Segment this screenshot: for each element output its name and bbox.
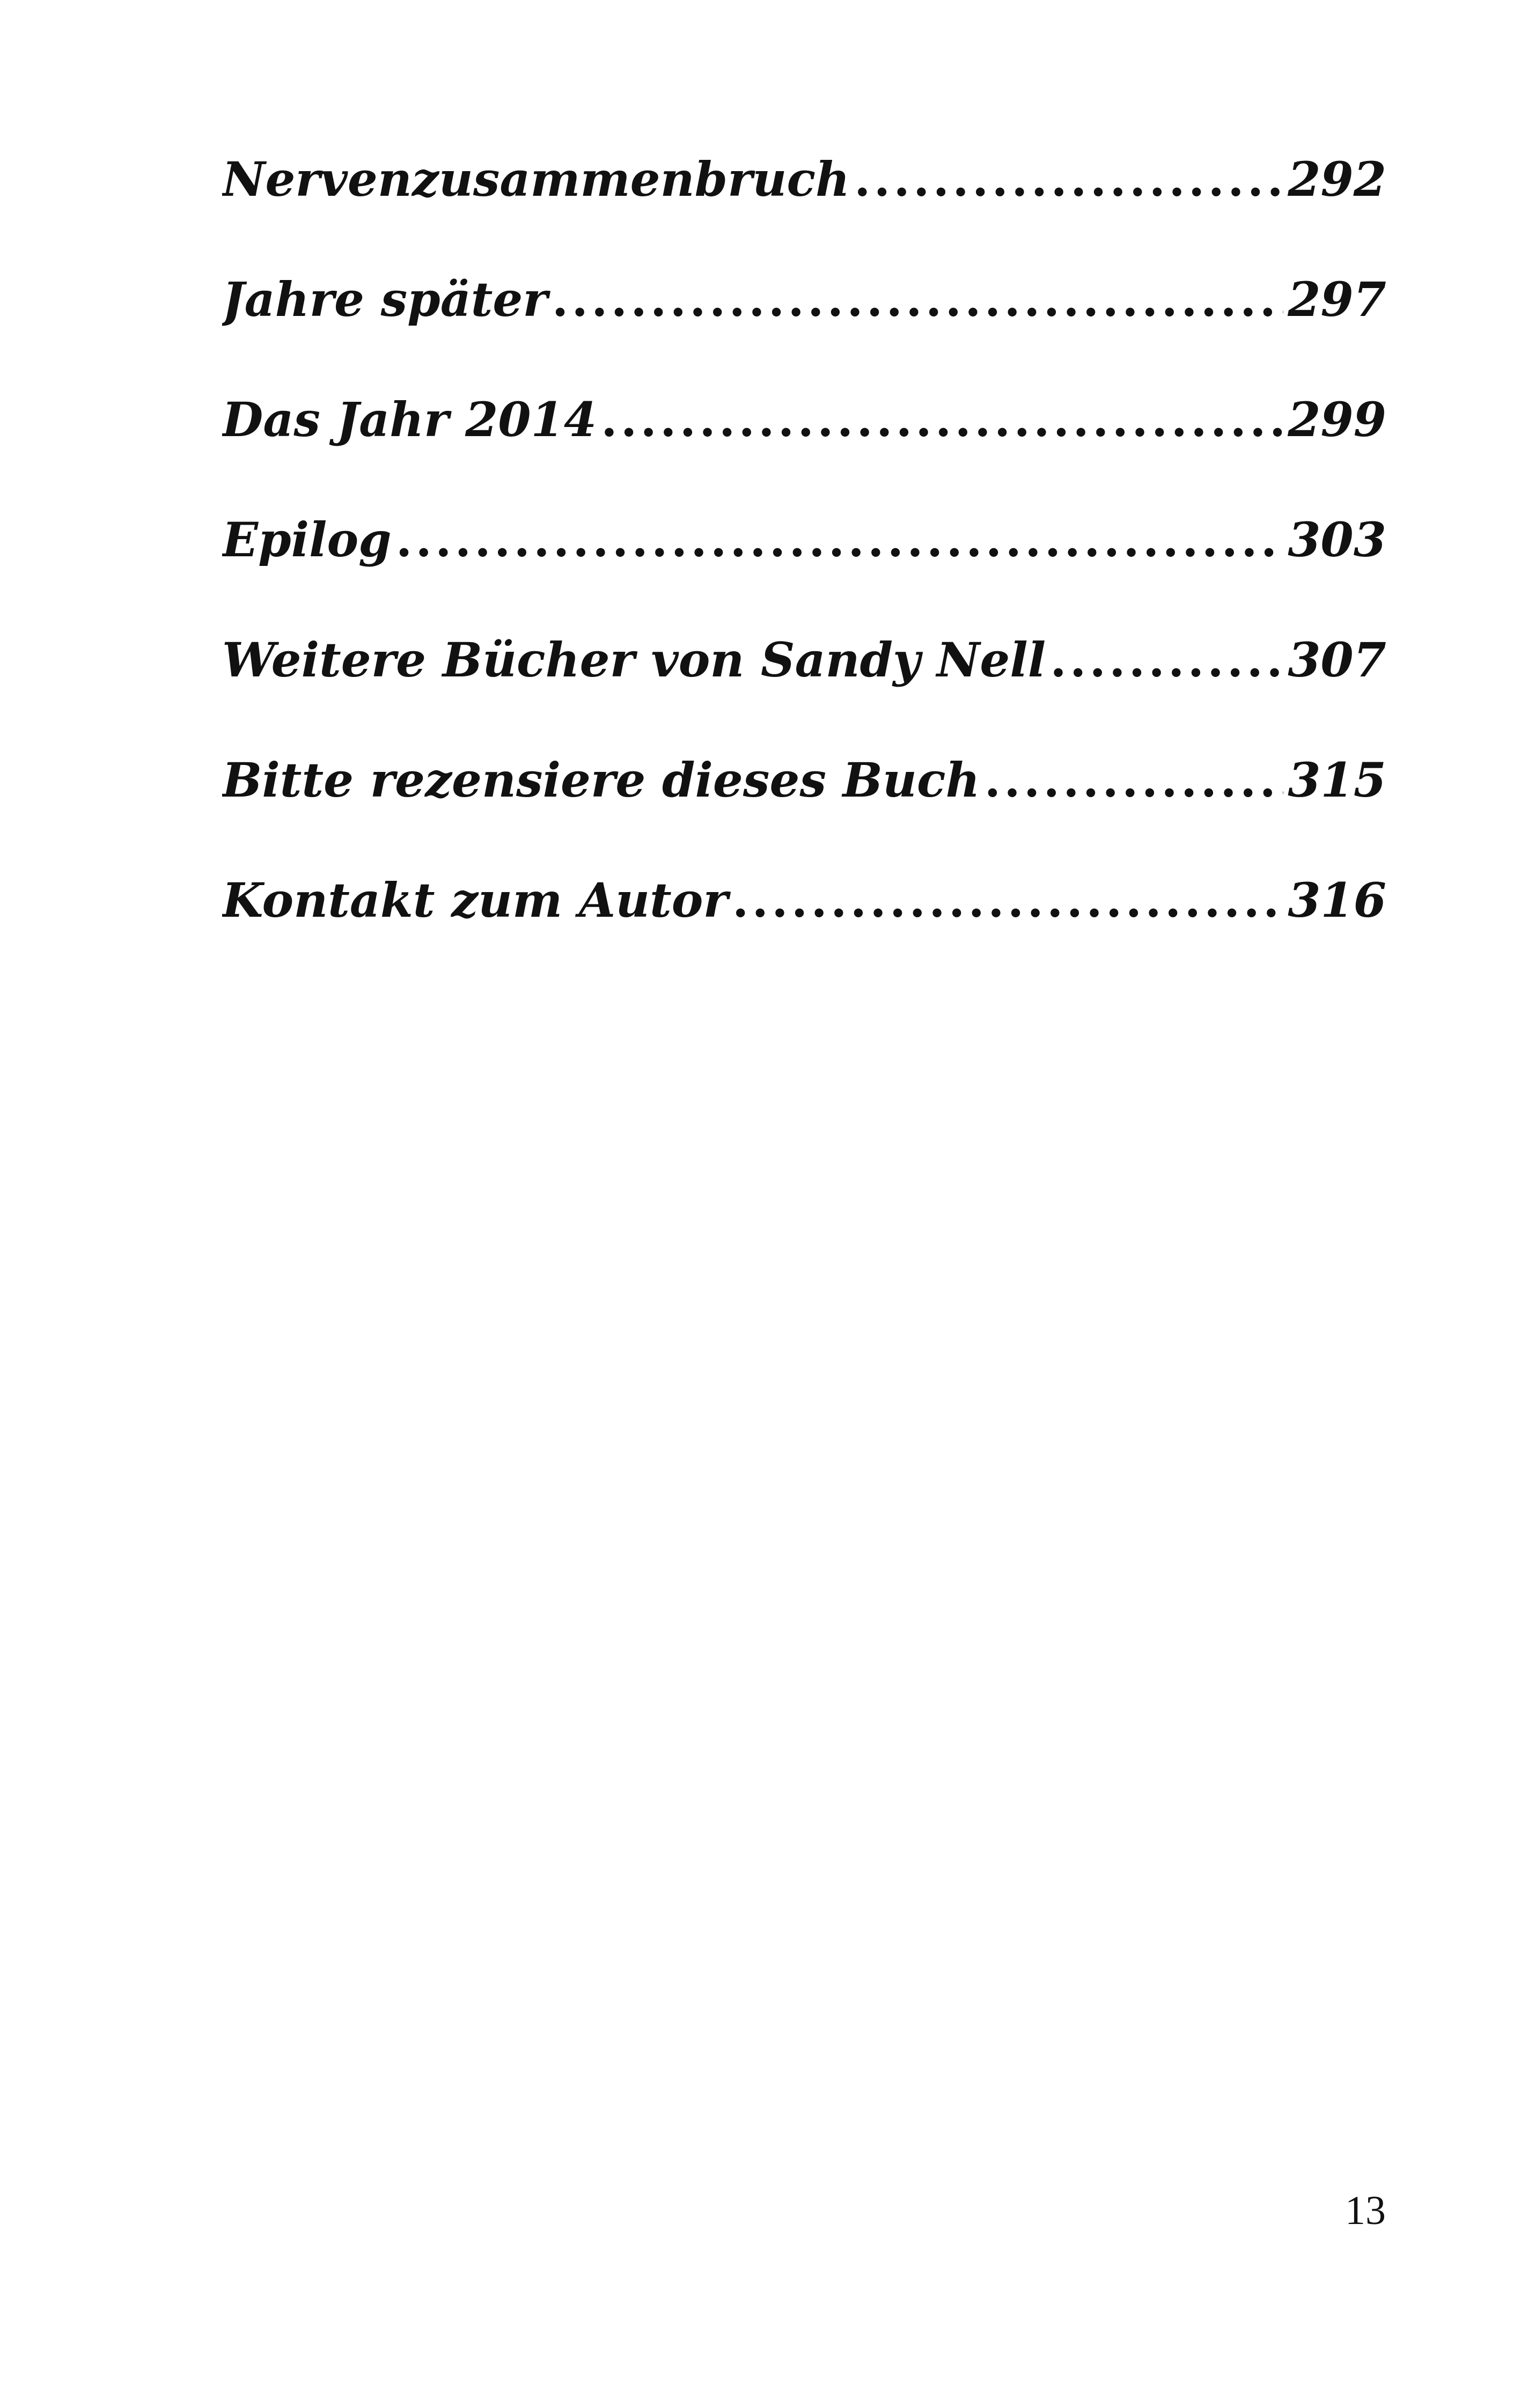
toc-dot-leader [396,516,1284,563]
toc-entry-page: 307 [1288,636,1386,688]
page-number: 13 [1345,2188,1386,2233]
toc-entry-title: Bitte rezensiere dieses Buch [222,756,980,808]
toc-dot-leader [984,756,1284,804]
toc-entry-page: 316 [1288,877,1386,928]
toc-entry [222,156,1386,276]
toc-entry-title: Weitere Bücher von Sandy Nell [222,636,1046,688]
toc-entry [222,877,1386,997]
toc-entry [222,756,1386,877]
toc-dot-leader [732,877,1283,924]
toc-entry [222,396,1386,516]
toc-entry-page: 292 [1288,156,1386,207]
toc-dot-leader [1050,636,1283,683]
toc-entry-title: Jahre später [222,276,548,327]
toc-dot-leader [854,156,1283,203]
toc-entry-page: 297 [1288,276,1386,327]
toc-dot-leader [552,276,1284,323]
toc-dot-leader [601,396,1283,443]
toc-entry-title: Das Jahr 2014 [222,396,597,447]
toc-entry-title: Nervenzusammenbruch [222,156,850,207]
toc-entry [222,516,1386,636]
toc-entry-page: 299 [1288,396,1386,447]
table-of-contents [222,156,1386,997]
toc-entry [222,636,1386,756]
toc-entry-page: 315 [1288,756,1386,808]
toc-entry-title: Epilog [222,516,392,568]
toc-entry-page: 303 [1288,516,1386,568]
toc-entry-title: Kontakt zum Autor [222,877,728,928]
toc-entry [222,276,1386,396]
